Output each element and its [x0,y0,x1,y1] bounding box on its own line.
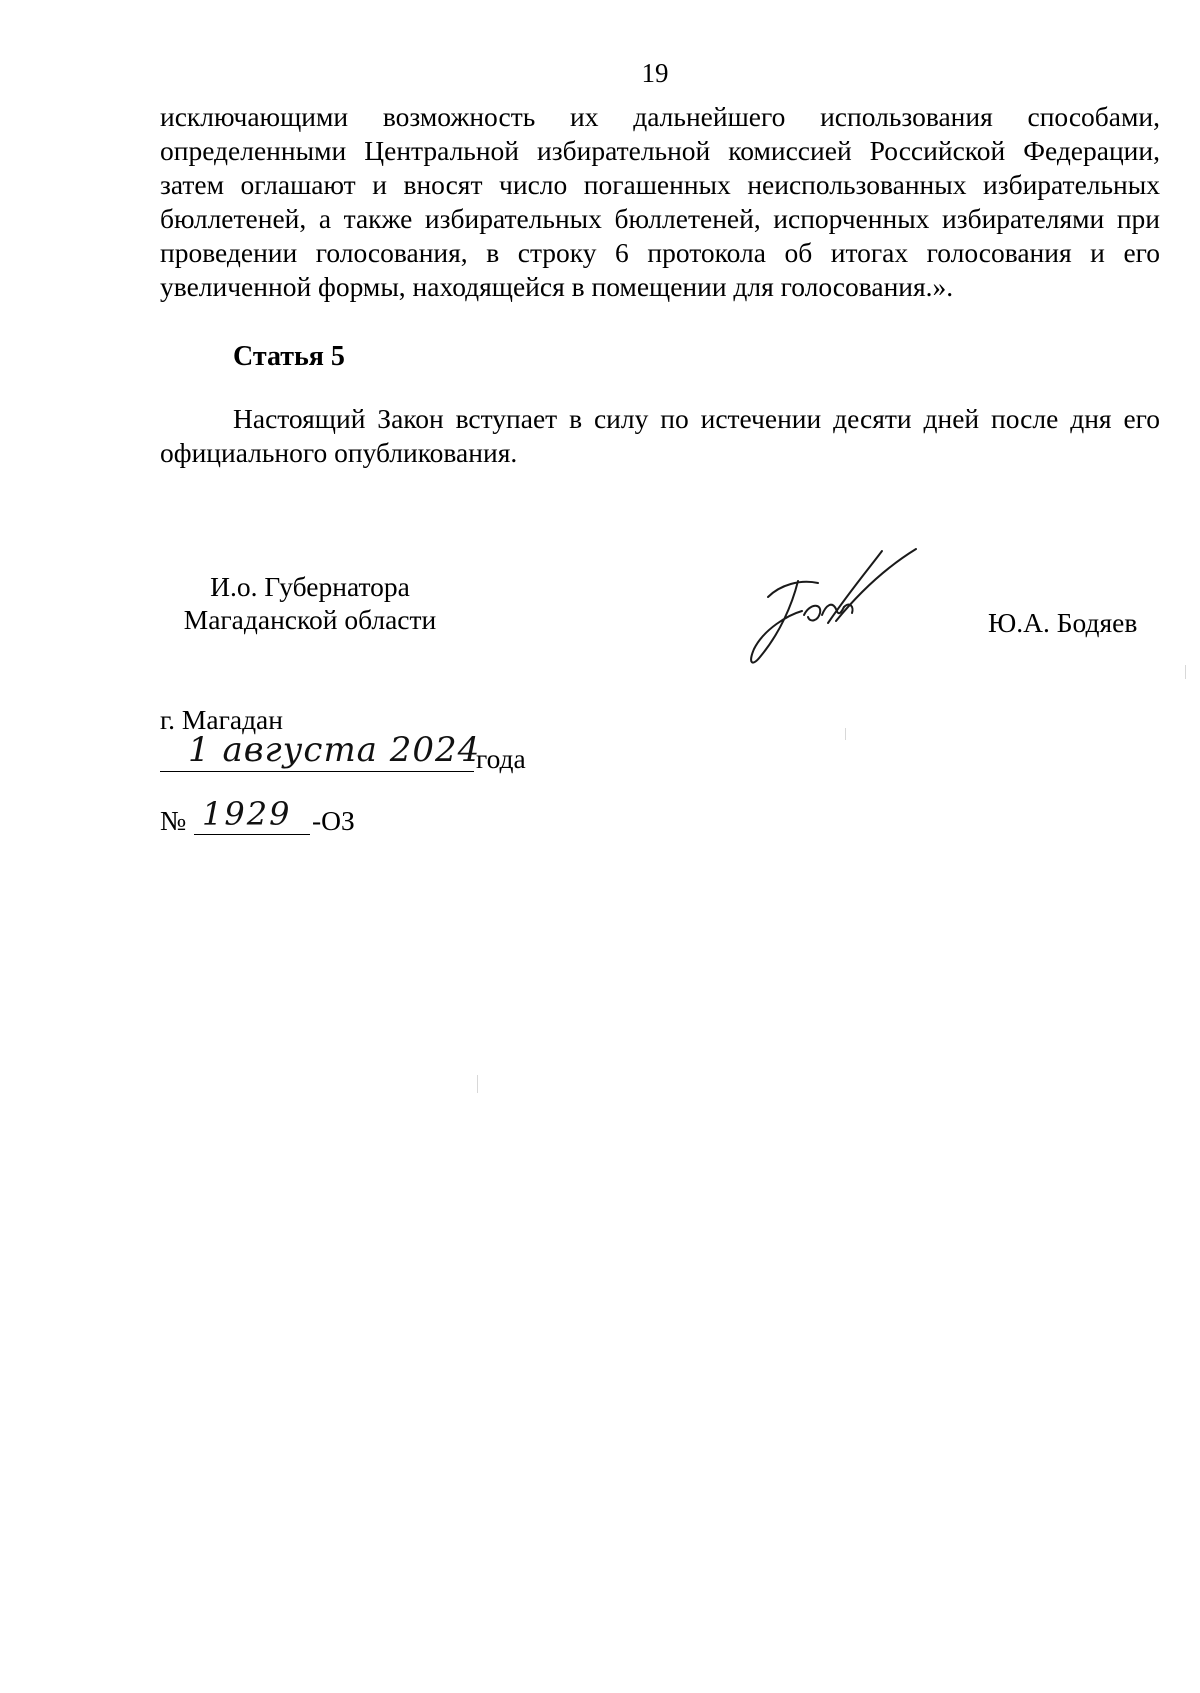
paragraph-continuation: исключающими возможность их дальнейшего использования способами, определенными Центральной избирательной комиссией Российской Федерации, затем оглашают и вносят число погашенных неиспользованных избирательных бюллетеней, а также избирательных бюллетеней, испорченных избирателями при проведении голосования, в строку 6 протокола об итогах голосования и его увеличенной формы, находящейся в помещении для голосования.». [160,101,1160,302]
article-text: Настоящий Закон вступает в силу по истечении десяти дней после дня его официального опубликования. [160,403,1160,468]
signer-position-line1: И.о. Губернатора [210,571,410,602]
date-handwritten: 1 августа 2024 [188,730,481,770]
city-label: г. Магадан [160,704,283,735]
number-sign: № [160,805,187,836]
number-handwritten: 1929 [202,795,292,833]
date-line [160,730,560,774]
article-heading: Статья 5 [233,341,345,372]
scan-artifact [477,1075,478,1093]
signature-icon [740,545,930,675]
law-number-line [160,795,460,840]
page-number: 19 [641,58,669,88]
signer-position-line2: Магаданской области [183,604,437,635]
signer-name: Ю.А. Бодяев [988,607,1138,638]
scan-artifact [845,728,846,740]
scan-artifact [1185,665,1186,679]
signer-position [160,570,460,636]
number-suffix: -ОЗ [312,805,355,836]
date-suffix: года [476,743,526,774]
